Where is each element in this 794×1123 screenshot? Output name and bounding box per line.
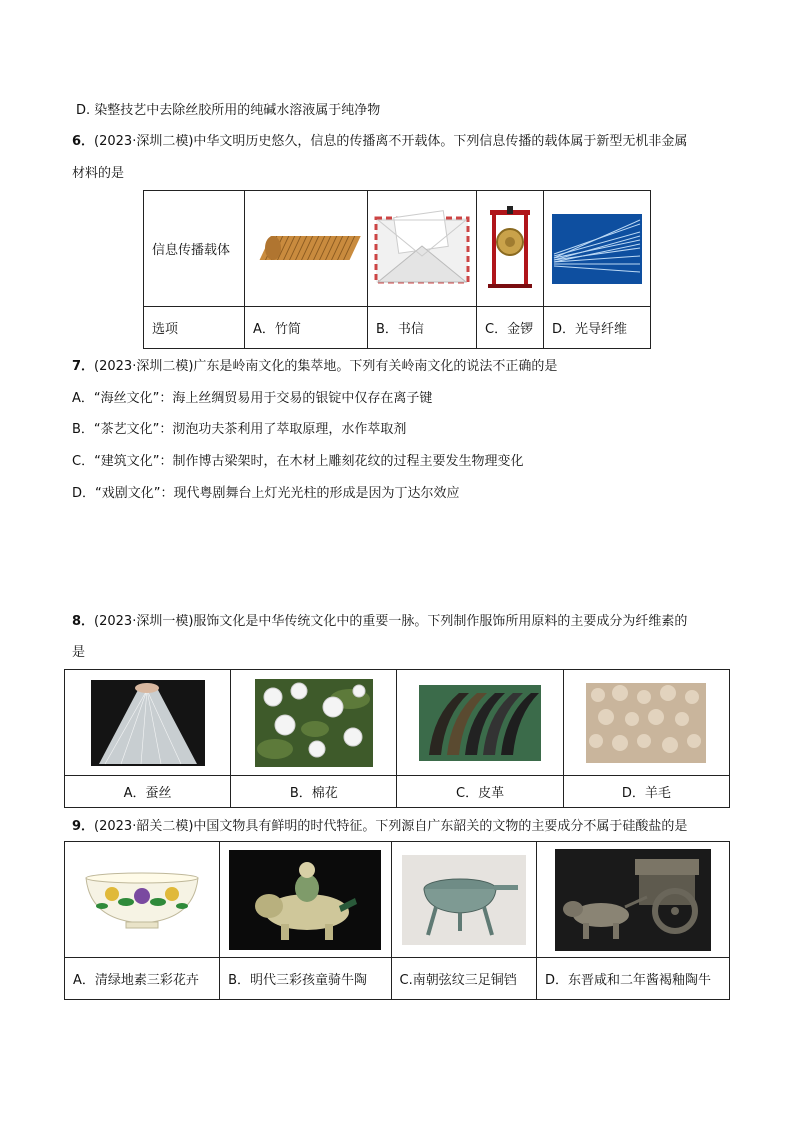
pottery-ox-cart-image: [536, 842, 729, 958]
q9-option-d[interactable]: D．东晋咸和二年酱褐釉陶牛: [536, 958, 729, 1000]
q7-option-d[interactable]: D．“戏剧文化”：现代粤剧舞台上灯光光柱的形成是因为丁达尔效应: [72, 486, 460, 501]
q7-stem: (2023·深圳二模)广东是岭南文化的集萃地。下列有关岭南文化的说法不正确的是: [94, 359, 558, 374]
q8-number: 8．: [72, 614, 95, 629]
q7-option-c[interactable]: C．“建筑文化”：制作博古梁架时，在木材上雕刻花纹的过程主要发生物理变化: [72, 454, 524, 469]
bamboo-slips-image: [245, 191, 368, 307]
wool-image: [563, 670, 729, 776]
q6-option-b[interactable]: B．书信: [368, 307, 477, 349]
q8-option-d[interactable]: D．羊毛: [563, 776, 729, 808]
q6-option-a[interactable]: A．竹简: [245, 307, 368, 349]
cotton-image: [231, 670, 397, 776]
q6-stem-line2: 材料的是: [72, 166, 125, 181]
q6-number: 6．: [72, 134, 95, 149]
pottery-child-on-ox-image: [220, 842, 391, 958]
q6-option-d[interactable]: D．光导纤维: [544, 307, 651, 349]
q7-number: 7．: [72, 359, 95, 374]
bronze-tripod-pan-image: [391, 842, 536, 958]
q9-stem: (2023·韶关二模)中国文物具有鲜明的时代特征。下列源自广东韶关的文物的主要成分不属于硅酸盐的是: [94, 819, 688, 834]
q8-option-c[interactable]: C．皮革: [397, 776, 563, 808]
q9-option-a[interactable]: A．清绿地素三彩花卉: [65, 958, 220, 1000]
q9-option-b[interactable]: B．明代三彩孩童骑牛陶: [220, 958, 391, 1000]
q9-table: [64, 841, 730, 1000]
q8-stem-line2: 是: [72, 645, 86, 660]
q7-option-b[interactable]: B．“茶艺文化”：沏泡功夫茶利用了萃取原理，水作萃取剂: [72, 422, 407, 437]
q8-table: [64, 669, 730, 808]
q9-stem-line: [72, 818, 687, 836]
envelope-image: [368, 191, 477, 307]
optical-fiber-image: [544, 191, 651, 307]
silk-image: [65, 670, 231, 776]
q8-stem: (2023·深圳一模)服饰文化是中华传统文化中的重要一脉。下列制作服饰所用原料的主要成分为纤维素的: [94, 614, 688, 629]
q8-option-b[interactable]: B．棉花: [231, 776, 397, 808]
q6-label-header: 选项: [144, 307, 245, 349]
q9-option-c[interactable]: C.南朝弦纹三足铜铛: [391, 958, 536, 1000]
q6-stem-line1: [72, 133, 687, 151]
q6-row-header: 信息传播载体: [144, 191, 245, 307]
q6-table: [143, 190, 651, 349]
q9-number: 9．: [72, 819, 95, 834]
q7-option-a[interactable]: A．“海丝文化”：海上丝绸贸易用于交易的银锭中仅存在离子键: [72, 391, 433, 406]
q6-option-c[interactable]: C．金锣: [477, 307, 544, 349]
q8-option-a[interactable]: A．蚕丝: [65, 776, 231, 808]
q5-option-d: D. 染整技艺中去除丝胶所用的纯碱水溶液属于纯净物: [76, 103, 381, 118]
porcelain-bowl-image: [65, 842, 220, 958]
leather-image: [397, 670, 563, 776]
q7-stem-line: [72, 358, 557, 376]
q6-stem: (2023·深圳二模)中华文明历史悠久，信息的传播离不开载体。下列信息传播的载体属于新型无机非金属: [94, 134, 688, 149]
gong-image: [477, 191, 544, 307]
q8-stem-line1: [72, 613, 687, 631]
